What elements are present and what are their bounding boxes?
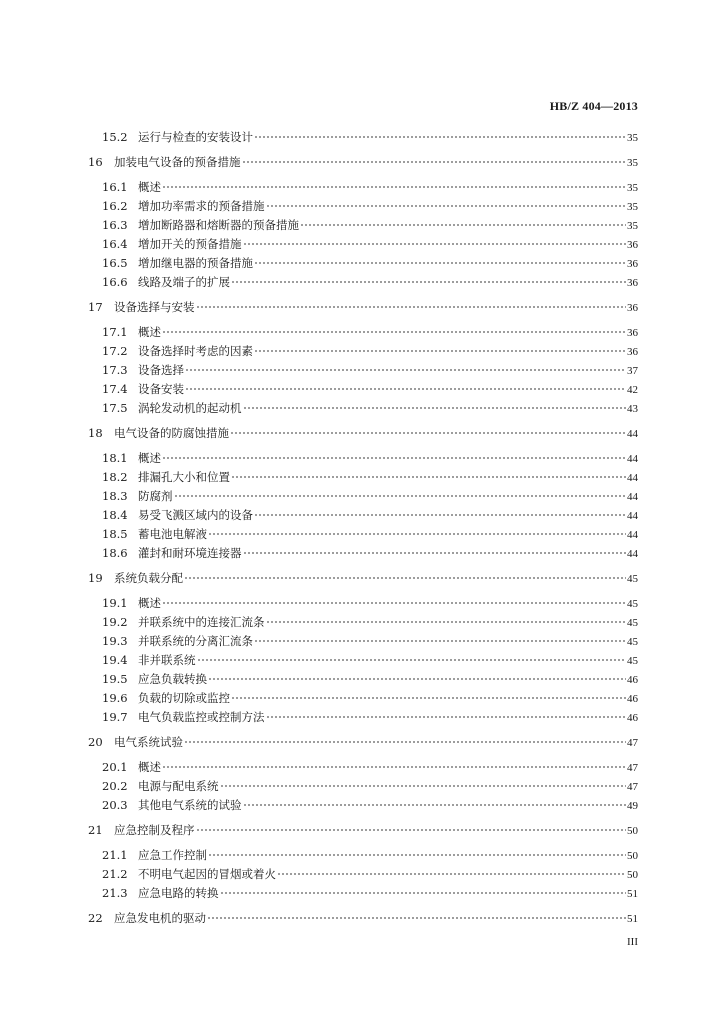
toc-subsection-entry[interactable] <box>88 128 638 147</box>
toc-leader-dots <box>231 476 626 478</box>
toc-leader-dots <box>254 350 626 352</box>
toc-entry-page: 47 <box>627 737 638 749</box>
toc-leader-dots <box>185 388 626 390</box>
toc-subsection-entry[interactable] <box>88 361 638 380</box>
toc-entry-number: 16.2 <box>102 199 128 213</box>
toc-subsection-entry[interactable] <box>88 544 638 563</box>
toc-entry-title: 加装电气设备的预备措施 <box>114 155 241 169</box>
toc-entry-title: 不明电气起因的冒烟或着火 <box>138 867 276 881</box>
toc-entry-page: 45 <box>627 573 638 585</box>
toc-entry-title: 易受飞溅区域内的设备 <box>138 508 253 522</box>
toc-entry-page: 43 <box>627 403 638 415</box>
toc-subsection-entry[interactable] <box>88 342 638 361</box>
toc-leader-dots <box>242 161 627 163</box>
toc-entry-page: 36 <box>627 258 638 270</box>
toc-subsection-entry[interactable] <box>88 197 638 216</box>
toc-subsection-entry[interactable] <box>88 708 638 727</box>
toc-entry-number: 17.1 <box>102 325 128 339</box>
toc-entry-number: 19.4 <box>102 653 128 667</box>
toc-leader-dots <box>174 495 627 497</box>
toc-entry-number: 19 <box>88 571 103 585</box>
toc-subsection-entry[interactable] <box>88 235 638 254</box>
toc-leader-dots <box>208 533 626 535</box>
toc-entry-number: 16.5 <box>102 256 128 270</box>
toc-entry-page: 44 <box>627 491 638 503</box>
toc-leader-dots <box>243 243 627 245</box>
toc-subsection-entry[interactable] <box>88 380 638 399</box>
toc-leader-dots <box>197 659 627 661</box>
toc-leader-dots <box>254 640 626 642</box>
toc-entry-page: 47 <box>627 781 638 793</box>
toc-entry-page: 45 <box>627 636 638 648</box>
toc-entry-title: 电气设备的防腐蚀措施 <box>114 426 229 440</box>
toc-entry-number: 19.7 <box>102 710 128 724</box>
toc-entry-title: 线路及端子的扩展 <box>138 275 230 289</box>
toc-entry-title: 运行与检查的安装设计 <box>138 130 253 144</box>
toc-entry-title: 系统负载分配 <box>114 571 183 585</box>
toc-section-entry[interactable] <box>88 298 638 317</box>
toc-leader-dots <box>220 892 627 894</box>
toc-entry-number: 18 <box>88 426 103 440</box>
toc-entry-title: 设备选择与安装 <box>114 300 195 314</box>
table-of-contents <box>88 128 638 934</box>
toc-section-entry[interactable] <box>88 569 638 588</box>
toc-entry-number: 16.6 <box>102 275 128 289</box>
toc-section-entry[interactable] <box>88 153 638 172</box>
toc-entry-page: 44 <box>627 472 638 484</box>
toc-entry-title: 增加开关的预备措施 <box>138 237 242 251</box>
toc-leader-dots <box>184 577 626 579</box>
page-number: III <box>627 936 638 948</box>
toc-entry-page: 37 <box>627 365 638 377</box>
toc-leader-dots <box>196 306 627 308</box>
toc-entry-number: 17.5 <box>102 401 128 415</box>
toc-entry-title: 应急工作控制 <box>138 848 207 862</box>
toc-entry-number: 18.2 <box>102 470 128 484</box>
toc-entry-page: 44 <box>627 453 638 465</box>
toc-entry-page: 50 <box>627 825 638 837</box>
toc-entry-number: 19.6 <box>102 691 128 705</box>
toc-entry-page: 45 <box>627 617 638 629</box>
toc-entry-title: 概述 <box>138 451 161 465</box>
toc-entry-page: 50 <box>627 850 638 862</box>
toc-entry-page: 35 <box>627 157 638 169</box>
toc-entry-title: 蓄电池电解液 <box>138 527 207 541</box>
toc-entry-title: 电源与配电系统 <box>138 779 219 793</box>
toc-entry-page: 36 <box>627 277 638 289</box>
toc-entry-page: 36 <box>627 346 638 358</box>
toc-subsection-entry[interactable] <box>88 865 638 884</box>
toc-entry-title: 应急电路的转换 <box>138 886 219 900</box>
toc-leader-dots <box>162 331 626 333</box>
toc-leader-dots <box>207 917 626 919</box>
toc-subsection-entry[interactable] <box>88 777 638 796</box>
toc-entry-page: 35 <box>627 182 638 194</box>
toc-subsection-entry[interactable] <box>88 670 638 689</box>
toc-entry-page: 45 <box>627 598 638 610</box>
toc-subsection-entry[interactable] <box>88 525 638 544</box>
toc-entry-number: 19.5 <box>102 672 128 686</box>
toc-entry-page: 42 <box>627 384 638 396</box>
toc-subsection-entry[interactable] <box>88 884 638 903</box>
toc-subsection-entry[interactable] <box>88 399 638 418</box>
toc-leader-dots <box>243 407 627 409</box>
toc-entry-number: 16.4 <box>102 237 128 251</box>
toc-leader-dots <box>254 514 626 516</box>
toc-subsection-entry[interactable] <box>88 216 638 235</box>
toc-leader-dots <box>243 804 627 806</box>
toc-entry-number: 18.1 <box>102 451 128 465</box>
toc-entry-number: 21.3 <box>102 886 128 900</box>
toc-entry-number: 15.2 <box>102 130 128 144</box>
toc-entry-title: 并联系统的分离汇流条 <box>138 634 253 648</box>
toc-leader-dots <box>243 552 627 554</box>
toc-entry-number: 19.2 <box>102 615 128 629</box>
toc-entry-title: 应急发电机的驱动 <box>114 911 206 925</box>
toc-entry-title: 防腐剂 <box>138 489 173 503</box>
toc-subsection-entry[interactable] <box>88 468 638 487</box>
toc-subsection-entry[interactable] <box>88 323 638 342</box>
toc-subsection-entry[interactable] <box>88 758 638 777</box>
toc-entry-number: 18.6 <box>102 546 128 560</box>
toc-section-entry[interactable] <box>88 909 638 928</box>
toc-subsection-entry[interactable] <box>88 613 638 632</box>
toc-leader-dots <box>162 602 626 604</box>
toc-leader-dots <box>231 697 626 699</box>
toc-entry-number: 16.1 <box>102 180 128 194</box>
toc-entry-title: 概述 <box>138 325 161 339</box>
toc-entry-title: 排漏孔大小和位置 <box>138 470 230 484</box>
toc-leader-dots <box>162 457 626 459</box>
toc-subsection-entry[interactable] <box>88 254 638 273</box>
toc-entry-page: 45 <box>627 655 638 667</box>
toc-entry-page: 44 <box>627 529 638 541</box>
toc-section-entry[interactable] <box>88 821 638 840</box>
toc-subsection-entry[interactable] <box>88 506 638 525</box>
toc-entry-title: 应急控制及程序 <box>114 823 195 837</box>
toc-section-entry[interactable] <box>88 424 638 443</box>
toc-entry-title: 电气负载监控或控制方法 <box>138 710 265 724</box>
toc-entry-title: 灌封和耐环境连接器 <box>138 546 242 560</box>
toc-entry-title: 负载的切除或监控 <box>138 691 230 705</box>
toc-subsection-entry[interactable] <box>88 651 638 670</box>
toc-entry-title: 概述 <box>138 596 161 610</box>
toc-leader-dots <box>220 785 627 787</box>
toc-entry-page: 44 <box>627 548 638 560</box>
toc-entry-number: 18.4 <box>102 508 128 522</box>
toc-entry-number: 17.4 <box>102 382 128 396</box>
toc-entry-number: 17 <box>88 300 103 314</box>
toc-subsection-entry[interactable] <box>88 846 638 865</box>
toc-entry-title: 并联系统中的连接汇流条 <box>138 615 265 629</box>
toc-entry-page: 51 <box>627 888 638 900</box>
toc-entry-page: 46 <box>627 674 638 686</box>
toc-entry-page: 36 <box>627 302 638 314</box>
toc-subsection-entry[interactable] <box>88 487 638 506</box>
toc-entry-number: 20.2 <box>102 779 128 793</box>
toc-entry-page: 44 <box>627 510 638 522</box>
toc-leader-dots <box>162 766 626 768</box>
toc-subsection-entry[interactable] <box>88 178 638 197</box>
toc-entry-page: 36 <box>627 239 638 251</box>
toc-entry-title: 涡轮发动机的起动机 <box>138 401 242 415</box>
toc-entry-title: 增加继电器的预备措施 <box>138 256 253 270</box>
toc-leader-dots <box>231 281 626 283</box>
toc-subsection-entry[interactable] <box>88 632 638 651</box>
toc-entry-number: 18.3 <box>102 489 128 503</box>
toc-entry-title: 应急负载转换 <box>138 672 207 686</box>
toc-subsection-entry[interactable] <box>88 796 638 815</box>
toc-entry-title: 非并联系统 <box>138 653 196 667</box>
toc-entry-page: 50 <box>627 869 638 881</box>
toc-entry-number: 20 <box>88 735 103 749</box>
toc-entry-title: 设备选择时考虑的因素 <box>138 344 253 358</box>
toc-entry-page: 51 <box>627 913 638 925</box>
document-code: HB/Z 404—2013 <box>549 99 638 113</box>
toc-leader-dots <box>208 678 626 680</box>
toc-entry-page: 35 <box>627 201 638 213</box>
toc-entry-title: 增加断路器和熔断器的预备措施 <box>138 218 299 232</box>
toc-entry-number: 20.1 <box>102 760 128 774</box>
toc-leader-dots <box>277 873 626 875</box>
toc-entry-title: 设备选择 <box>138 363 184 377</box>
toc-leader-dots <box>266 716 627 718</box>
toc-leader-dots <box>254 136 626 138</box>
toc-entry-title: 电气系统试验 <box>114 735 183 749</box>
toc-leader-dots <box>300 224 626 226</box>
toc-entry-number: 21.2 <box>102 867 128 881</box>
toc-entry-title: 设备安装 <box>138 382 184 396</box>
toc-entry-title: 增加功率需求的预备措施 <box>138 199 265 213</box>
toc-subsection-entry[interactable] <box>88 594 638 613</box>
toc-entry-page: 35 <box>627 220 638 232</box>
toc-entry-number: 16 <box>88 155 103 169</box>
toc-entry-number: 18.5 <box>102 527 128 541</box>
toc-entry-number: 19.3 <box>102 634 128 648</box>
toc-entry-page: 46 <box>627 693 638 705</box>
toc-subsection-entry[interactable] <box>88 273 638 292</box>
toc-entry-page: 47 <box>627 762 638 774</box>
toc-entry-title: 概述 <box>138 760 161 774</box>
toc-leader-dots <box>266 621 627 623</box>
toc-entry-page: 46 <box>627 712 638 724</box>
toc-entry-number: 20.3 <box>102 798 128 812</box>
toc-entry-title: 其他电气系统的试验 <box>138 798 242 812</box>
toc-leader-dots <box>208 854 626 856</box>
toc-subsection-entry[interactable] <box>88 689 638 708</box>
toc-entry-page: 49 <box>627 800 638 812</box>
toc-leader-dots <box>230 432 626 434</box>
toc-section-entry[interactable] <box>88 733 638 752</box>
toc-entry-page: 44 <box>627 428 638 440</box>
toc-entry-number: 17.2 <box>102 344 128 358</box>
toc-entry-page: 35 <box>627 132 638 144</box>
toc-entry-number: 22 <box>88 911 103 925</box>
toc-subsection-entry[interactable] <box>88 449 638 468</box>
toc-entry-number: 19.1 <box>102 596 128 610</box>
toc-leader-dots <box>266 205 627 207</box>
toc-leader-dots <box>196 829 627 831</box>
toc-entry-page: 36 <box>627 327 638 339</box>
toc-leader-dots <box>185 369 626 371</box>
toc-entry-number: 21 <box>88 823 103 837</box>
toc-entry-number: 21.1 <box>102 848 128 862</box>
toc-entry-number: 16.3 <box>102 218 128 232</box>
toc-entry-number: 17.3 <box>102 363 128 377</box>
toc-entry-title: 概述 <box>138 180 161 194</box>
toc-leader-dots <box>254 262 626 264</box>
toc-leader-dots <box>162 186 626 188</box>
toc-leader-dots <box>184 741 626 743</box>
